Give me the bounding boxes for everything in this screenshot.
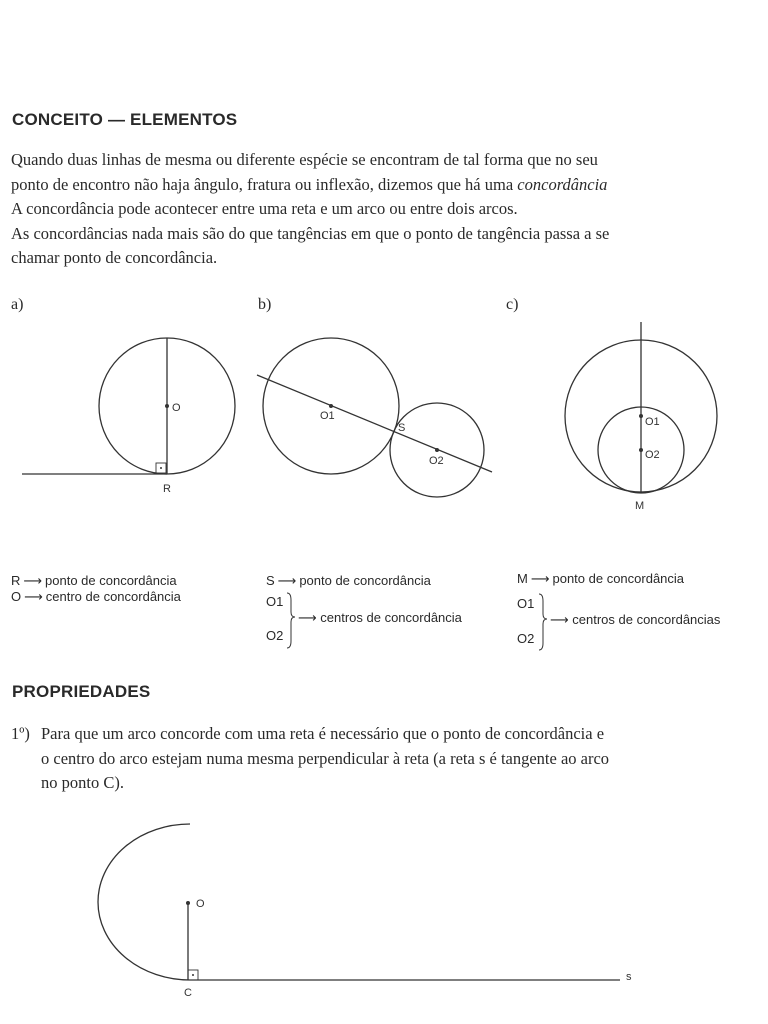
legend-line: R ⟶ ponto de concordância [11, 573, 177, 588]
legend-c-o1: O1 [517, 596, 535, 611]
center-dot-a [165, 404, 169, 408]
center-dot-b1 [329, 404, 333, 408]
item-number: 1º) [11, 724, 30, 743]
label-o2-b: O2 [429, 455, 444, 467]
emphasis-term: concordância [517, 174, 608, 194]
label-s-bottom: s [626, 971, 632, 983]
paragraph-line: As concordâncias nada mais são do que tangências em que o ponto de tangência passa a se [11, 223, 610, 243]
figure-label-c: c) [506, 296, 519, 313]
property-line: o centro do arco estejam numa mesma perpendicular à reta (a reta s é tangente ao arco [41, 748, 610, 768]
center-dot-bottom [186, 901, 190, 905]
label-r-a: R [163, 483, 171, 495]
legend-c-o2: O2 [517, 631, 535, 646]
center-dot-c2 [639, 448, 643, 452]
label-o-a: O [172, 402, 181, 414]
center-dot-c1 [639, 414, 643, 418]
property-line: no ponto C). [41, 773, 124, 792]
section-title-propriedades: PROPRIEDADES [12, 682, 151, 701]
brace-b [287, 593, 295, 648]
legend-c [517, 571, 684, 587]
label-m-c: M [635, 500, 645, 512]
brace-c [539, 594, 547, 650]
legend-line: M ⟶ ponto de concordância [517, 571, 685, 586]
figure-label-b: b) [258, 296, 272, 313]
property-line: 1º) Para que um arco concorde com uma reta é necessário que o ponto de concordância e [11, 722, 767, 747]
label-c-bottom: C [184, 987, 192, 999]
legend-line: S ⟶ ponto de concordância [266, 573, 431, 588]
label-o1-c: O1 [645, 416, 660, 428]
label-s-b: S [398, 422, 406, 434]
label-o-bottom: O [196, 898, 205, 910]
legend-b-o2: O2 [266, 628, 284, 643]
legend-c-brace-text: ⟶ centros de concordâncias [550, 612, 721, 627]
paragraph-line: ponto de encontro não haja ângulo, fratura ou inflexão, dizemos que há uma concordância [11, 174, 608, 194]
section-title-conceito: CONCEITO — ELEMENTOS [12, 110, 238, 129]
figure-label-a: a) [11, 296, 24, 313]
legend-b-o1: O1 [266, 594, 284, 609]
figure-c-diagram [565, 322, 717, 493]
angle-dot-bottom [192, 974, 194, 976]
legend-b [266, 573, 431, 589]
legend-line: O ⟶ centro de concordância [11, 589, 181, 604]
figure-b-diagram [257, 338, 492, 497]
paragraph-line: Quando duas linhas de mesma ou diferente espécie se encontram de tal forma que no seu [11, 150, 598, 169]
paragraph-line: chamar ponto de concordância. [11, 248, 218, 267]
center-dot-b2 [435, 448, 439, 452]
property-item-1 [11, 722, 767, 796]
figure-bottom-diagram [98, 824, 620, 980]
paragraph-line: A concordância pode acontecer entre uma reta e um arco ou entre dois arcos. [11, 199, 518, 218]
legend-a [11, 573, 181, 605]
figure-a-diagram [22, 338, 235, 474]
label-o2-c: O2 [645, 449, 660, 461]
legend-b-brace-text: ⟶ centros de concordância [298, 610, 462, 625]
arc-bottom [98, 824, 190, 980]
label-o1-b: O1 [320, 410, 335, 422]
angle-dot-a [160, 467, 162, 469]
